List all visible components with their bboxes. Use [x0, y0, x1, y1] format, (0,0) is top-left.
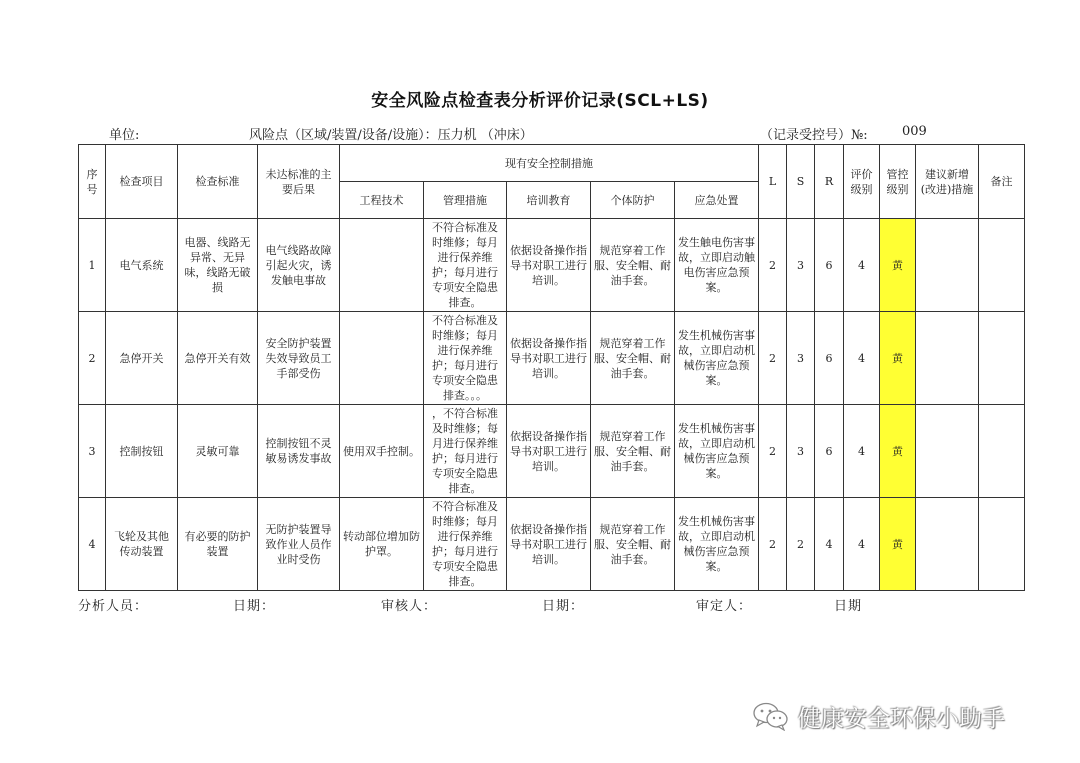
cell-S: 3	[787, 219, 815, 312]
header-seq: 序号	[79, 145, 106, 219]
cell-eval-level: 4	[844, 498, 880, 591]
header-item: 检查项目	[106, 145, 178, 219]
cell-engineering	[340, 312, 424, 405]
cell-control-level: 黄	[880, 498, 916, 591]
header-controls: 现有安全控制措施	[340, 145, 759, 182]
approver-label: 审定人：	[696, 599, 753, 614]
cell-seq: 2	[79, 312, 106, 405]
cell-L: 2	[759, 498, 787, 591]
cell-consequence: 电气线路故障引起火灾，诱发触电事故	[258, 219, 340, 312]
header-management: 管理措施	[424, 182, 507, 219]
header-eval-level: 评价级别	[844, 145, 880, 219]
cell-control-level: 黄	[880, 405, 916, 498]
cell-emergency: 发生机械伤害事故，立即启动机械伤害应急预案。	[675, 405, 759, 498]
date-label-2: 日期：	[542, 599, 585, 614]
cell-ppe: 规范穿着工作服、安全帽、耐油手套。	[591, 405, 675, 498]
header-L: L	[759, 145, 787, 219]
cell-management: ，不符合标准及时维修；每月进行保养维护；每月进行专项安全隐患排查。	[424, 405, 507, 498]
cell-engineering: 使用双手控制。	[340, 405, 424, 498]
cell-emergency: 发生机械伤害事故，立即启动机械伤害应急预案。	[675, 312, 759, 405]
cell-emergency: 发生触电伤害事故，立即启动触电伤害应急预案。	[675, 219, 759, 312]
record-number-label: （记录受控号）№:	[760, 128, 868, 143]
cell-suggestion	[916, 312, 979, 405]
watermark	[752, 698, 1005, 734]
cell-training: 依据设备操作指导书对职工进行培训。	[507, 219, 591, 312]
cell-consequence: 控制按钮不灵敏易诱发事故	[258, 405, 340, 498]
cell-training: 依据设备操作指导书对职工进行培训。	[507, 312, 591, 405]
table-row	[79, 498, 1025, 591]
cell-management: 不符合标准及时维修；每月进行保养维护；每月进行专项安全隐患排查。	[424, 219, 507, 312]
table-row	[79, 219, 1025, 312]
cell-R: 6	[815, 405, 844, 498]
cell-eval-level: 4	[844, 312, 880, 405]
header-consequence: 未达标准的主要后果	[258, 145, 340, 219]
cell-ppe: 规范穿着工作服、安全帽、耐油手套。	[591, 312, 675, 405]
cell-item: 电气系统	[106, 219, 178, 312]
wechat-icon	[752, 701, 790, 731]
date-label-1: 日期：	[233, 599, 276, 614]
header-emergency: 应急处置	[675, 182, 759, 219]
cell-consequence: 无防护装置导致作业人员作业时受伤	[258, 498, 340, 591]
cell-suggestion	[916, 498, 979, 591]
reviewer-label: 审核人：	[381, 599, 438, 614]
cell-item: 控制按钮	[106, 405, 178, 498]
cell-eval-level: 4	[844, 219, 880, 312]
cell-S: 3	[787, 405, 815, 498]
cell-remark	[979, 219, 1025, 312]
header-engineering: 工程技术	[340, 182, 424, 219]
header-ppe: 个体防护	[591, 182, 675, 219]
cell-S: 2	[787, 498, 815, 591]
cell-ppe: 规范穿着工作服、安全帽、耐油手套。	[591, 498, 675, 591]
header-training: 培训教育	[507, 182, 591, 219]
cell-L: 2	[759, 219, 787, 312]
table-row	[79, 312, 1025, 405]
cell-remark	[979, 405, 1025, 498]
date-label-3: 日期	[834, 599, 863, 614]
risk-assessment-table	[78, 144, 1025, 591]
record-number: 009	[902, 124, 927, 139]
header-suggestion: 建议新增(改进)措施	[916, 145, 979, 219]
cell-training: 依据设备操作指导书对职工进行培训。	[507, 498, 591, 591]
cell-suggestion	[916, 219, 979, 312]
unit-label: 单位:	[109, 128, 140, 143]
cell-management: 不符合标准及时维修；每月进行保养维护；每月进行专项安全隐患排查。。。	[424, 312, 507, 405]
analyst-label: 分析人员：	[78, 599, 149, 614]
cell-control-level: 黄	[880, 312, 916, 405]
cell-management: 不符合标准及时维修；每月进行保养维护；每月进行专项安全隐患排查。	[424, 498, 507, 591]
watermark-text: 健康安全环保小助手	[798, 705, 1005, 732]
cell-consequence: 安全防护装置失效导致员工手部受伤	[258, 312, 340, 405]
cell-item: 飞轮及其他传动装置	[106, 498, 178, 591]
cell-R: 6	[815, 312, 844, 405]
header-S: S	[787, 145, 815, 219]
cell-R: 6	[815, 219, 844, 312]
cell-R: 4	[815, 498, 844, 591]
cell-standard: 灵敏可靠	[178, 405, 258, 498]
risk-point: 风险点（区域/装置/设备/设施）：压力机 （冲床）	[249, 128, 533, 143]
header-remark: 备注	[979, 145, 1025, 219]
cell-seq: 3	[79, 405, 106, 498]
cell-control-level: 黄	[880, 219, 916, 312]
cell-L: 2	[759, 405, 787, 498]
cell-seq: 1	[79, 219, 106, 312]
cell-remark	[979, 498, 1025, 591]
cell-item: 急停开关	[106, 312, 178, 405]
cell-standard: 电器、线路无异常、无异味，线路无破损	[178, 219, 258, 312]
cell-eval-level: 4	[844, 405, 880, 498]
cell-standard: 急停开关有效	[178, 312, 258, 405]
document-title: 安全风险点检查表分析评价记录(SCL+LS)	[371, 91, 709, 111]
table-row	[79, 405, 1025, 498]
cell-engineering	[340, 219, 424, 312]
cell-seq: 4	[79, 498, 106, 591]
cell-emergency: 发生机械伤害事故，立即启动机械伤害应急预案。	[675, 498, 759, 591]
header-R: R	[815, 145, 844, 219]
header-control-level: 管控级别	[880, 145, 916, 219]
cell-L: 2	[759, 312, 787, 405]
cell-S: 3	[787, 312, 815, 405]
cell-standard: 有必要的防护装置	[178, 498, 258, 591]
cell-engineering: 转动部位增加防护罩。	[340, 498, 424, 591]
cell-suggestion	[916, 405, 979, 498]
cell-ppe: 规范穿着工作服、安全帽、耐油手套。	[591, 219, 675, 312]
cell-training: 依据设备操作指导书对职工进行培训。	[507, 405, 591, 498]
cell-remark	[979, 312, 1025, 405]
header-standard: 检查标准	[178, 145, 258, 219]
